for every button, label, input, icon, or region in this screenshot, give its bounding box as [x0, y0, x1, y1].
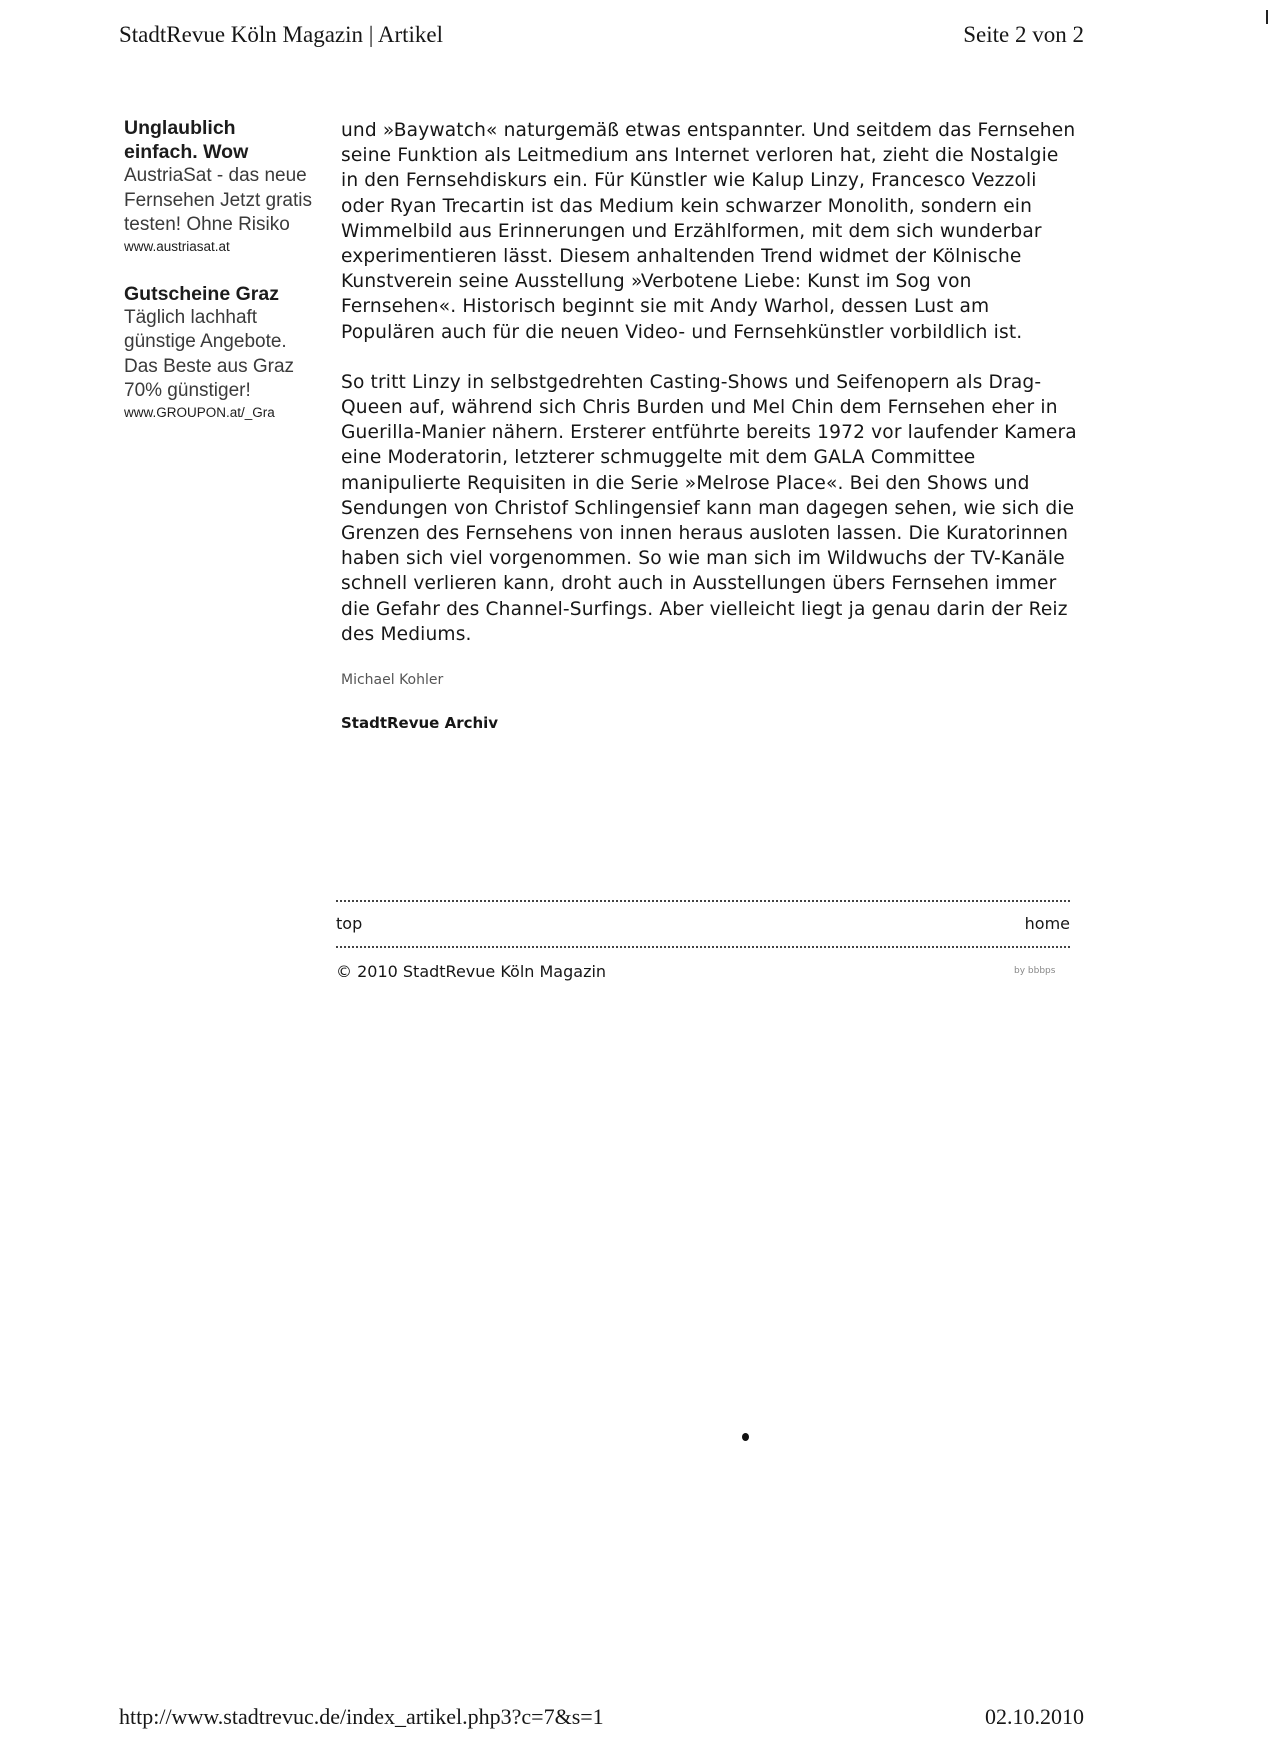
top-link[interactable]: top [336, 914, 363, 933]
scan-edge-mark [1266, 10, 1268, 24]
home-link[interactable]: home [1024, 914, 1070, 933]
ad-austriasat[interactable] [124, 116, 314, 255]
footer-divider-top [336, 900, 1070, 902]
scan-speck [742, 1433, 749, 1441]
faint-credit: by bbbps [1014, 966, 1056, 976]
article-paragraph: und »Baywatch« naturgemäß etwas entspannter. Und seitdem das Fernsehen seine Funktion als Leitmedium ans Internet verloren hat, zieht die Nostalgie in den Fernsehdiskurs ein. Für Künstler wie Kalup Linzy, Francesco Vezzoli oder Ryan Trecartin ist das Medium kein schwarzer Monolith, sondern ein Wimmelbild aus Erinnerungen und Erzählformen, mit dem sich wunderbar experimentieren lässt. Diesem anhaltenden Trend widmet der Kölnische Kunstverein seine Ausstellung »Verbotene Liebe: Kunst im Sog von Fernsehen«. Historisch beginnt sie mit Andy Warhol, dessen Lust am Populären auch für die neuen Video- und Fernsehkünstler vorbildlich ist. [341, 120, 1076, 343]
archive-link[interactable]: StadtRevue Archiv [341, 714, 499, 733]
print-header [119, 22, 1084, 62]
ad-body: AustriaSat - das neue Fernsehen Jetzt gratis testen! Ohne Risiko [124, 165, 312, 235]
print-footer [119, 1704, 1084, 1736]
ad-url[interactable]: www.austriasat.at [124, 238, 230, 254]
ad-url[interactable]: www.GROUPON.at/_Gra [124, 404, 275, 420]
copyright-notice: © 2010 StadtRevue Köln Magazin [336, 962, 607, 981]
article-author: Michael Kohler [341, 672, 444, 689]
ad-groupon[interactable] [124, 282, 314, 421]
ad-title[interactable]: Unglaublich einfach. Wow [124, 117, 249, 163]
sidebar-ads [124, 116, 314, 448]
footer-nav [336, 914, 1070, 936]
print-footer-url: http://www.stadtrevuc.de/index_artikel.php3?c=7&s=1 [119, 1704, 604, 1729]
article-body [341, 118, 1081, 732]
article-paragraph: So tritt Linzy in selbstgedrehten Casting-Shows und Seifenopern als Drag-Queen auf, während sich Chris Burden und Mel Chin dem Fernsehen eher in Guerilla-Manier nähern. Ersterer entführte bereits 1972 vor laufender Kamera eine Moderatorin, letzterer schmuggelte mit dem GALA Committee manipulierte Requisiten in die Serie »Melrose Place«. Bei den Shows und Sendungen von Christof Schlingensief kann man dagegen sehen, wie sich die Grenzen des Fernsehens von innen heraus ausloten lassen. Die Kuratorinnen haben sich viel vorgenommen. So wie man sich im Wildwuchs der TV-Kanäle schnell verlieren kann, droht auch in Ausstellungen übers Fernsehen immer die Gefahr des Channel-Surfings. Aber vielleicht liegt ja genau darin der Reiz des Mediums. [341, 371, 1077, 645]
print-footer-date: 02.10.2010 [985, 1704, 1084, 1729]
page-indicator: Seite 2 von 2 [963, 22, 1084, 47]
ad-body: Täglich lachhaft günstige Angebote. Das Beste aus Graz 70% günstiger! [124, 306, 295, 401]
ad-title[interactable]: Gutscheine Graz [124, 282, 279, 305]
footer-divider-bottom [336, 946, 1070, 948]
print-header-title: StadtRevue Köln Magazin | Artikel [119, 22, 443, 47]
